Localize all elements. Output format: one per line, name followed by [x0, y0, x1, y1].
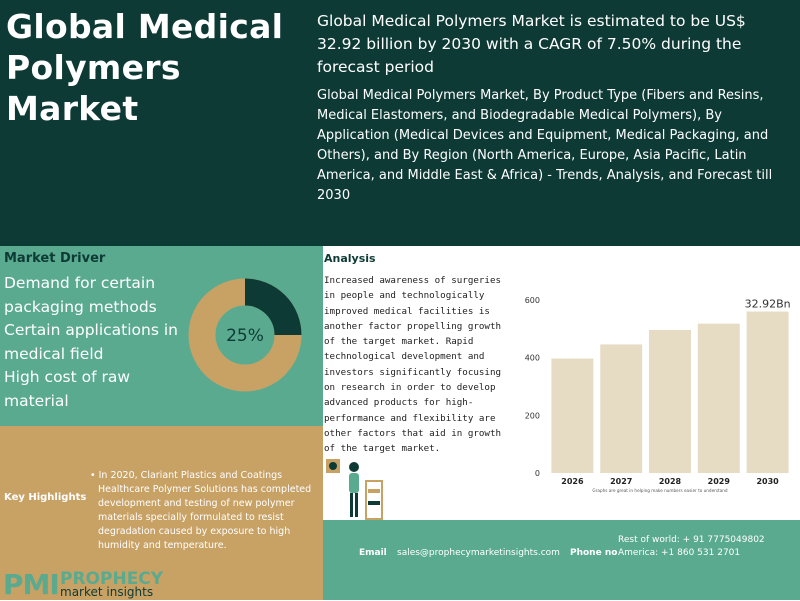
header-banner: [0, 0, 800, 246]
illustration-gear: [329, 462, 337, 470]
x-tick-label: 2029: [707, 477, 730, 486]
illustration-head: [349, 462, 359, 472]
y-tick-label: 0: [534, 469, 540, 478]
market-driver-list: [4, 272, 199, 413]
donut-label: 25%: [226, 326, 264, 346]
market-driver-item: Certain applications in medical field: [4, 321, 178, 363]
market-driver-panel: [0, 246, 323, 426]
phone-rest-of-world[interactable]: Rest of world: + 91 7775049802: [618, 535, 765, 545]
illustration-shelf: [366, 481, 382, 519]
y-tick-label: 600: [524, 296, 540, 305]
y-tick-label: 200: [524, 411, 540, 421]
logo-tagline: market insights: [60, 585, 154, 599]
page-title-line-2: Polymers Market: [6, 48, 181, 128]
logo-mark: PMI: [3, 568, 59, 601]
chart-bar: [600, 344, 642, 473]
logo-name: PROPHECY: [60, 569, 164, 589]
phone-america[interactable]: America: +1 860 531 2701: [618, 548, 741, 558]
illustration-shelf-item: [368, 501, 380, 505]
y-tick-label: 400: [524, 353, 540, 363]
analysis-text: Increased awareness of surgeries in people and technologically improved medical facilities is another factor propelling growth of the target market. Rapid technological development and investors significantly focusing on research in order to develop advanced products for high-performance and flexibility are other factors that aid in growth of the target market.: [324, 275, 502, 455]
company-logo: [0, 568, 180, 600]
market-size-bar-chart: [516, 288, 796, 498]
illustration-leg: [355, 493, 358, 517]
x-tick-label: 2030: [756, 477, 779, 486]
chart-bar: [747, 312, 789, 473]
chart-bar: [649, 330, 691, 473]
illustration-leg: [350, 493, 353, 517]
illustration-body: [349, 473, 359, 493]
x-tick-label: 2027: [610, 477, 633, 486]
page-title-line-1: Global Medical: [6, 7, 284, 46]
key-highlights-panel: [0, 426, 323, 600]
chart-footnote: Graphs are great in helping make numbers easier to understand: [592, 488, 728, 493]
illustration-shelf-item: [368, 489, 380, 493]
market-driver-item: High cost of raw material: [4, 368, 131, 410]
email-address[interactable]: sales@prophecymarketinsights.com: [397, 548, 560, 558]
x-tick-label: 2028: [658, 477, 682, 486]
headline-text: Global Medical Polymers Market is estimated to be US$ 32.92 billion by 2030 with a CAGR of 7.50% during the forecast period: [317, 12, 746, 76]
report-subtitle: Global Medical Polymers Market, By Product Type (Fibers and Resins, Medical Elastomers, and Biodegradable Medical Polymers), By Application (Medical Devices and Equipment, Medical Packaging, and Others), and By Region (North America, Europe, Asia Pacific, Latin America, and Middle East & Africa) - Trends, Analysis, and Forecast till 2030: [317, 88, 773, 203]
email-label: Email: [359, 548, 387, 558]
phone-label: Phone no: [570, 548, 618, 558]
key-highlights-heading: Key Highlights: [4, 492, 87, 503]
contact-footer: [323, 520, 800, 600]
market-driver-item: Demand for certain packaging methods: [4, 274, 157, 316]
key-highlight-item: • In 2020, Clariant Plastics and Coatings Healthcare Polymer Solutions has completed development and testing of new polymer materials specially formulated to resist degradation caused by exposure to high humidity and temperature.: [90, 470, 312, 551]
data-label: 32.92Bn: [744, 297, 791, 311]
researcher-illustration: [324, 455, 384, 521]
key-highlights-list: [90, 469, 322, 553]
market-driver-heading: Market Driver: [4, 251, 106, 266]
donut-chart: [188, 278, 302, 392]
page-title: [6, 6, 306, 129]
analysis-heading: Analysis: [324, 252, 376, 265]
chart-bar: [698, 324, 740, 473]
x-tick-label: 2026: [561, 477, 584, 486]
chart-bar: [551, 359, 593, 473]
